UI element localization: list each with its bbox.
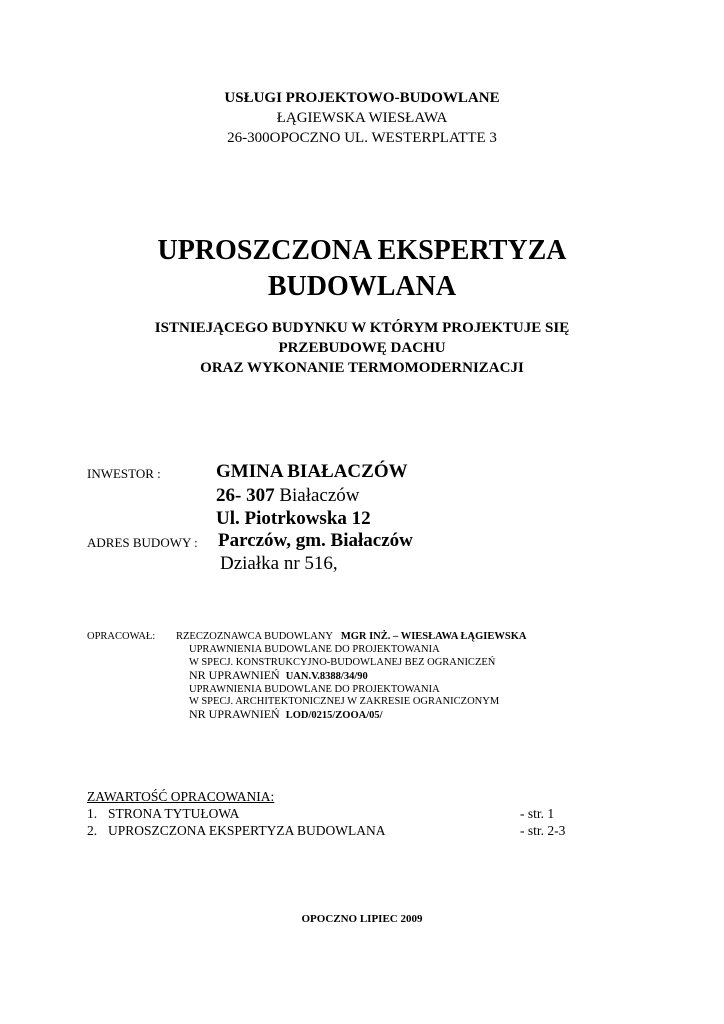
toc-item-number: 1. — [87, 806, 98, 821]
company-header — [0, 88, 724, 148]
license-2-value: LOD/0215/ZOOA/05/ — [285, 710, 383, 721]
toc-item-number: 2. — [87, 823, 98, 838]
toc-item-label: STRONA TYTUŁOWA — [108, 806, 240, 821]
investor-label: INWESTOR : — [87, 466, 161, 481]
company-address: 26-300OPOCZNO UL. WESTERPLATTE 3 — [227, 130, 497, 146]
toc-item-page: - str. 2-3 — [520, 823, 566, 838]
subtitle-line-3: ORAZ WYKONANIE TERMOMODERNIZACJI — [200, 360, 524, 376]
document-subtitle — [0, 318, 724, 378]
investor-postal-code: 26- 307 — [216, 485, 275, 506]
subtitle-line-2: PRZEBUDOWĘ DACHU — [278, 340, 446, 356]
investor-name: GMINA BIAŁACZÓW — [216, 461, 408, 482]
company-name: USŁUGI PROJEKTOWO-BUDOWLANE — [224, 90, 500, 106]
title-line-2: BUDOWLANA — [267, 271, 457, 302]
license-1-value: UAN.V.8388/34/90 — [285, 671, 368, 682]
prepared-label: OPRACOWAŁ: — [87, 631, 156, 642]
contents-heading: ZAWARTOŚĆ OPRACOWANIA: — [87, 789, 275, 804]
prepared-role: RZECZOZNAWCA BUDOWLANY — [176, 631, 333, 642]
qualification-line: W SPECJ. ARCHITEKTONICZNEJ W ZAKRESIE OGRANICZONYM — [189, 696, 500, 707]
prepared-person: MGR INŻ. – WIESŁAWA ŁĄGIEWSKA — [340, 631, 527, 642]
site-label: ADRES BUDOWY : — [87, 535, 198, 550]
license-2-label: NR UPRAWNIEŃ — [189, 707, 280, 721]
prepared-role-line — [176, 630, 526, 643]
footer-place-date: OPOCZNO LIPIEC 2009 — [301, 913, 423, 925]
investor-postal-line — [216, 485, 360, 507]
qualification-line: W SPECJ. KONSTRUKCYJNO-BUDOWLANEJ BEZ OGRANICZEŃ — [189, 657, 496, 668]
license-1 — [189, 668, 368, 683]
investor-street: Ul. Piotrkowska 12 — [216, 508, 371, 529]
company-owner: ŁĄGIEWSKA WIESŁAWA — [276, 110, 448, 126]
license-1-label: NR UPRAWNIEŃ — [189, 668, 280, 682]
document-title — [0, 233, 724, 305]
investor-city: Białaczów — [279, 485, 360, 506]
license-2 — [189, 707, 383, 722]
toc-item-label: UPROSZCZONA EKSPERTYZA BUDOWLANA — [108, 823, 386, 838]
title-line-1: UPROSZCZONA EKSPERTYZA — [157, 235, 567, 266]
toc-item-page: - str. 1 — [520, 806, 555, 821]
qualification-line: UPRAWNIENIA BUDOWLANE DO PROJEKTOWANIA — [189, 684, 440, 695]
site-parcel: Działka nr 516, — [220, 553, 338, 574]
subtitle-line-1: ISTNIEJĄCEGO BUDYNKU W KTÓRYM PROJEKTUJE SIĘ — [154, 320, 570, 336]
qualification-line: UPRAWNIENIA BUDOWLANE DO PROJEKTOWANIA — [189, 644, 440, 655]
site-place: Parczów, gm. Białaczów — [218, 530, 413, 551]
